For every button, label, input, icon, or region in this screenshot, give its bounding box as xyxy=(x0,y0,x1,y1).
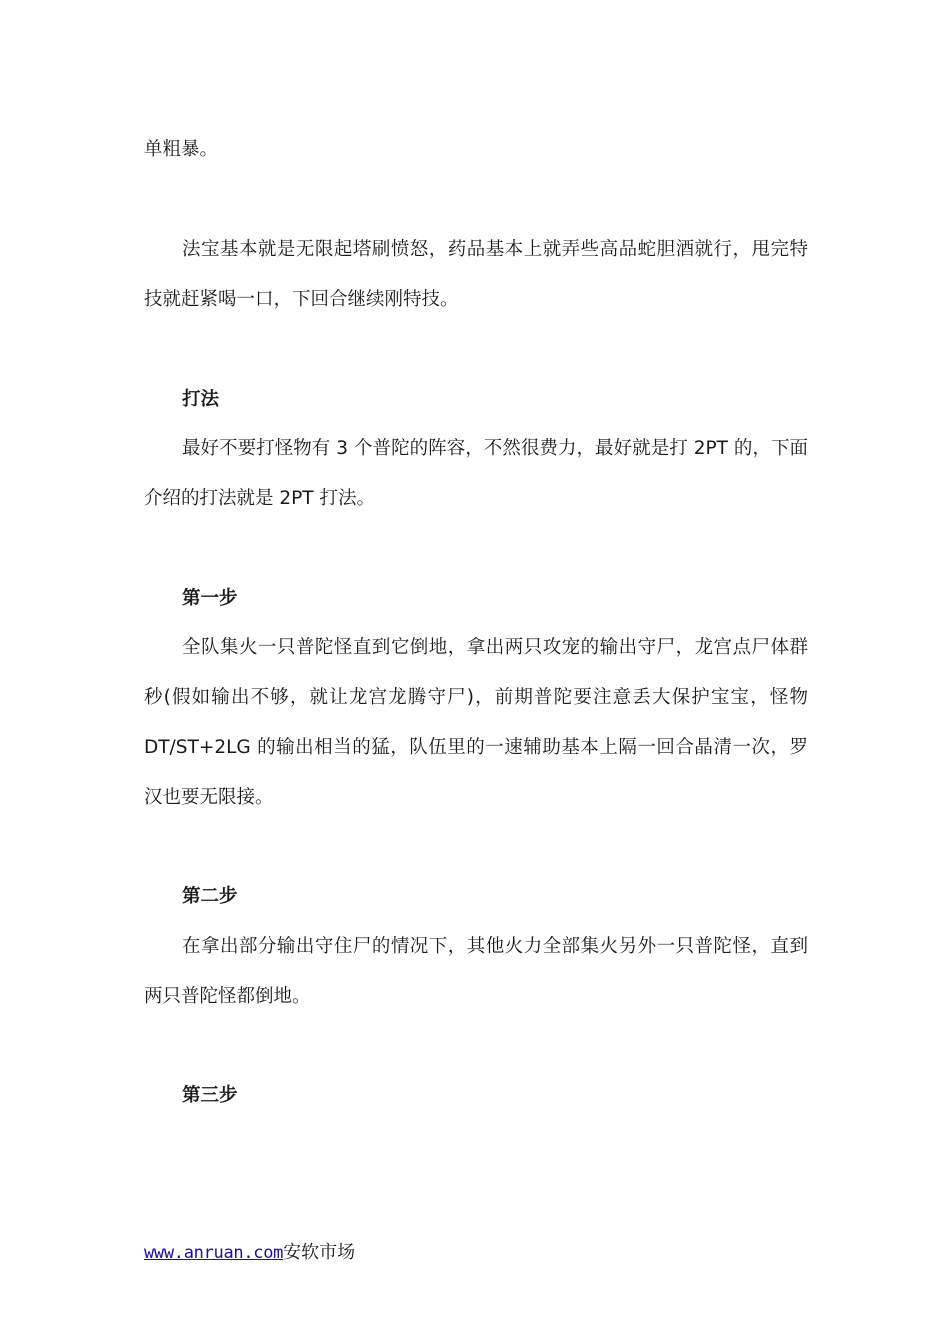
section-heading: 第二步 xyxy=(182,886,238,907)
paragraph-line: 单粗暴。 xyxy=(144,139,219,160)
footer-link[interactable]: www.anruan.com xyxy=(144,1243,284,1263)
paragraph-line: 最好不要打怪物有 3 个普陀的阵容，不然很费力，最好就是打 2PT 的，下面 xyxy=(182,438,808,459)
paragraph-line: 法宝基本就是无限起塔刷愤怒，药品基本上就弄些高品蛇胆酒就行，甩完特 xyxy=(182,239,808,260)
section-heading: 第三步 xyxy=(182,1085,238,1106)
paragraph-line: 两只普陀怪都倒地。 xyxy=(144,986,311,1007)
paragraph-line: DT/ST+2LG 的输出相当的猛，队伍里的一速辅助基本上隔一回合晶清一次，罗 xyxy=(144,737,808,758)
paragraph-line: 技就赶紧喝一口，下回合继续刚特技。 xyxy=(144,289,459,310)
section-heading: 打法 xyxy=(182,389,220,410)
paragraph-line: 全队集火一只普陀怪直到它倒地，拿出两只攻宠的输出守尸，龙宫点尸体群 xyxy=(182,637,808,658)
paragraph-line: 秒(假如输出不够，就让龙宫龙腾守尸)，前期普陀要注意丢大保护宝宝，怪物 xyxy=(144,687,808,708)
footer xyxy=(144,1241,355,1265)
paragraph-line: 在拿出部分输出守住尸的情况下，其他火力全部集火另外一只普陀怪，直到 xyxy=(182,936,808,957)
footer-site-name: 安软市场 xyxy=(283,1242,356,1263)
paragraph-line: 介绍的打法就是 2PT 打法。 xyxy=(144,488,375,509)
paragraph-line: 汉也要无限接。 xyxy=(144,787,274,808)
section-heading: 第一步 xyxy=(182,588,238,609)
